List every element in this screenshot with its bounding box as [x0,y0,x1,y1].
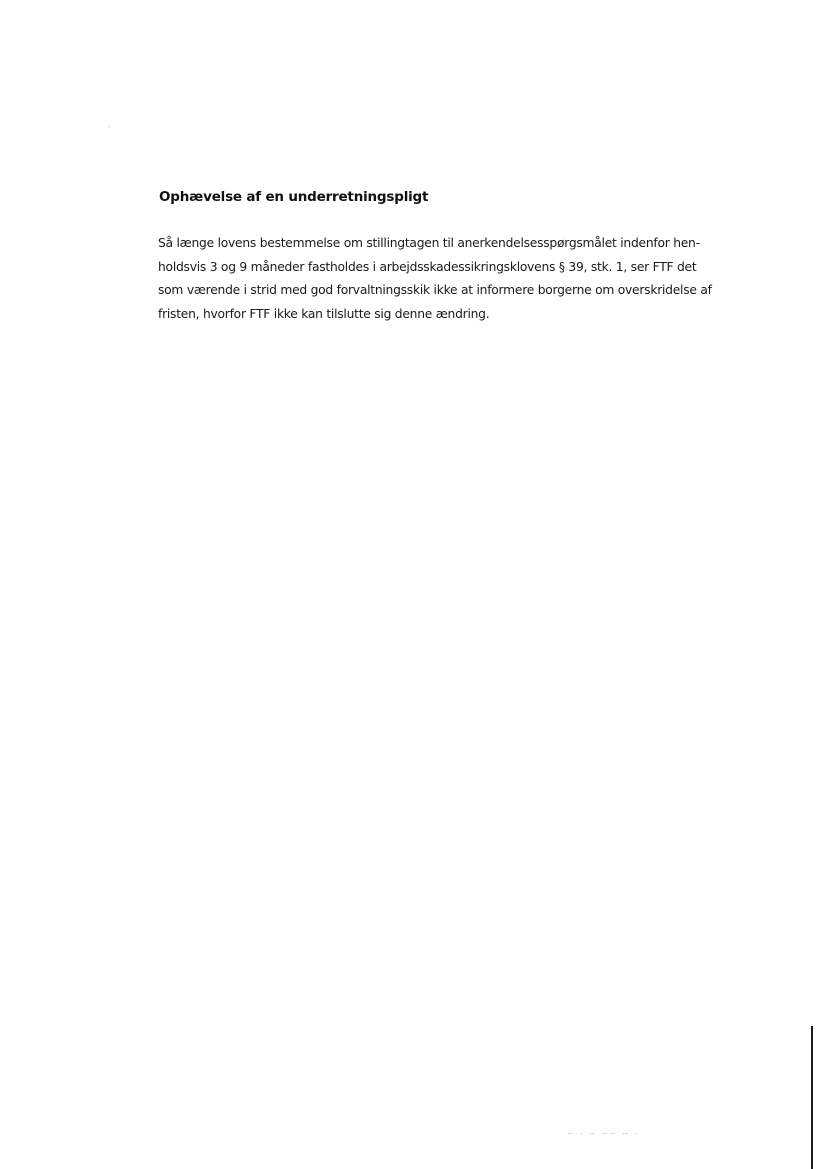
scan-speck [108,126,110,127]
paragraph-line: fristen, hvorfor FTF ikke kan tilslutte sig denne ændring. [158,307,490,322]
paragraph-line: Så længe lovens bestemmelse om stillingtagen til anerkendelsesspørgsmålet indenfor hen- [158,236,700,250]
body-paragraph [158,232,733,327]
paragraph-line: holdsvis 3 og 9 måneder fastholdes i arbejdsskadessikringsklovens § 39, stk. 1, ser FTF det [158,259,697,274]
paragraph-line: som værende i strid med god forvaltningsskik ikke at informere borgerne om overskridelse af [158,283,712,298]
section-heading: Ophævelse af en underretningspligt [159,189,429,205]
scan-edge-line [811,1026,813,1169]
scanned-footer-artifact: ⋯ ⋅ ⋯ ⋯⋯ ⋯ ⋅ [568,1131,641,1137]
